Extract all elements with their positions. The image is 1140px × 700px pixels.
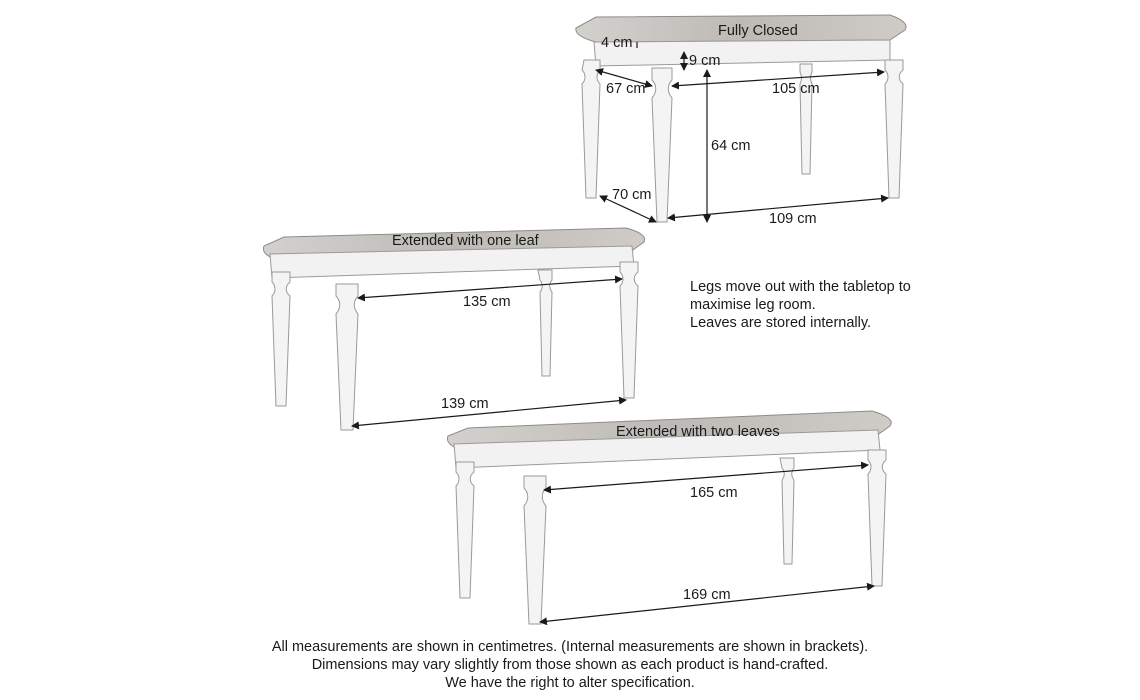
table-title: Extended with two leaves — [616, 424, 780, 440]
leg-right — [885, 60, 903, 198]
leg-left — [456, 462, 474, 598]
note-line: maximise leg room. — [690, 297, 816, 313]
leg-right — [868, 450, 886, 586]
back-leg — [780, 458, 794, 564]
apron-label: 9 cm — [689, 53, 721, 69]
inner-length-label: 105 cm — [772, 81, 820, 97]
table-fully-closed — [576, 15, 906, 227]
table-title: Extended with one leaf — [392, 233, 539, 249]
footer-line: All measurements are shown in centimetres. (Internal measurements are shown in brackets). — [271, 639, 869, 655]
inner-length-label: 135 cm — [463, 294, 511, 310]
depth-label: 70 cm — [612, 187, 652, 203]
table-one-leaf — [263, 228, 644, 430]
leg-left — [582, 60, 600, 198]
footer-line: Dimensions may vary slightly from those shown as each product is hand-crafted. — [311, 657, 829, 673]
length-label: 109 cm — [769, 211, 817, 227]
footer-line: We have the right to alter specification. — [445, 675, 695, 691]
table-two-leaves — [447, 411, 891, 624]
footer-disclaimer — [0, 638, 1140, 692]
inner-length-label: 165 cm — [690, 485, 738, 501]
info-note — [690, 278, 911, 332]
leg-front — [652, 68, 672, 222]
leg-front — [336, 284, 358, 430]
arrow-length — [352, 400, 626, 426]
length-label: 139 cm — [441, 396, 489, 412]
note-line: Leaves are stored internally. — [690, 315, 872, 331]
inner-depth-label: 67 cm — [606, 81, 646, 97]
table-title: Fully Closed — [718, 23, 798, 39]
height-label: 64 cm — [711, 138, 751, 154]
back-leg — [538, 270, 552, 376]
apron — [594, 40, 890, 66]
top-thickness-label: 4 cm — [601, 35, 633, 51]
length-label: 169 cm — [683, 587, 731, 603]
note-line: Legs move out with the tabletop to — [690, 279, 911, 295]
leg-right — [620, 262, 638, 398]
leg-left — [272, 272, 290, 406]
leg-front — [524, 476, 546, 624]
